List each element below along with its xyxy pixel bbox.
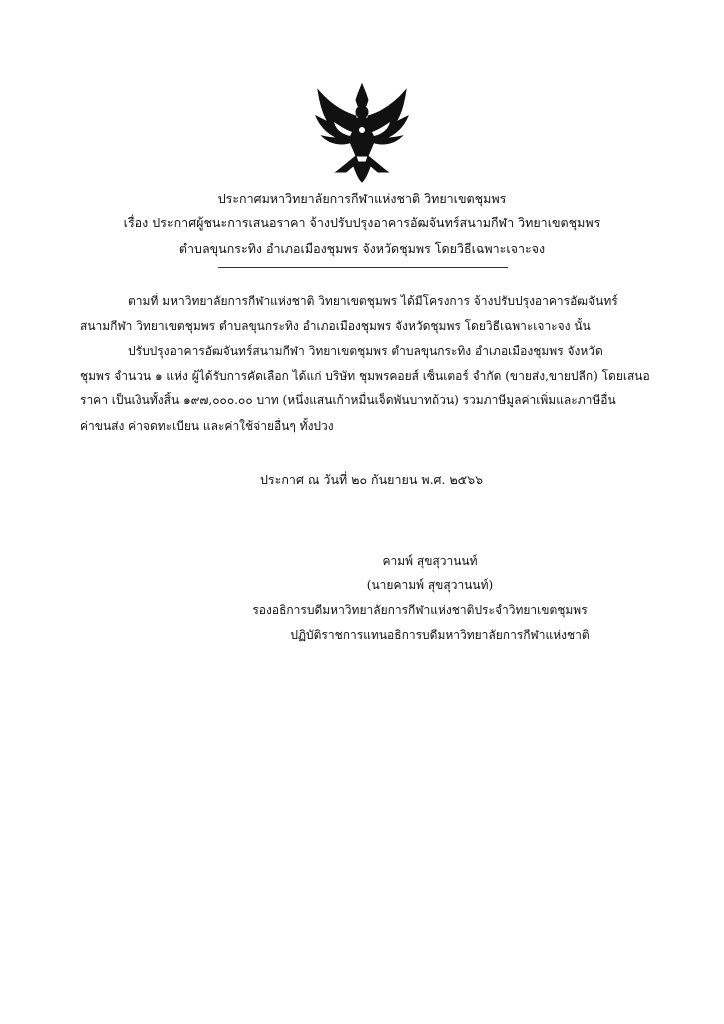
paragraph-2-line-4: ค่าขนส่ง ค่าจดทะเบียน และค่าใช้จ่ายอื่นๆ ทั้งปวง [80, 419, 334, 433]
paragraph-1-line-1: ตามที่ มหาวิทยาลัยการกีฬาแห่งชาติ วิทยาเขตชุมพร ได้มีโครงการ จ้างปรับปรุงอาคารอัฒจันทร์ [128, 294, 618, 308]
paragraph-2-line-2: ชุมพร จำนวน ๑ แห่ง ผู้ได้รับการคัดเลือก ได้แก่ บริษัท ชุมพรคอยส์ เซ็นเตอร์ จำกัด (ขายส่ง,ขายปลีก) โดยเสนอ [80, 369, 650, 383]
signature-name: คามพ์ สุขสุวานนท์ [382, 554, 478, 568]
signature-full-name: (นายคามพ์ สุขสุวานนท์) [366, 578, 494, 592]
announcement-title: ประกาศมหาวิทยาลัยการกีฬาแห่งชาติ วิทยาเขตชุมพร [217, 191, 507, 206]
paragraph-2-line-1: ปรับปรุงอาคารอัฒจันทร์สนามกีฬา วิทยาเขตชุมพร ตำบลขุนกระทิง อำเภอเมืองชุมพร จังหวัด [128, 344, 603, 358]
signature-acting-position: ปฏิบัติราชการแทนอธิการบดีมหาวิทยาลัยการกีฬาแห่งชาติ [290, 628, 590, 642]
announcement-location: ตำบลขุนกระทิง อำเภอเมืองชุมพร จังหวัดชุมพร โดยวิธีเฉพาะเจาะจง [178, 241, 546, 256]
paragraph-2-line-3: ราคา เป็นเงินทั้งสิ้น ๑๙๗,๐๐๐.๐๐ บาท (หนึ่งแสนเก้าหมื่นเจ็ดพันบาทถ้วน) รวมภาษีมูลค่าเพิ่มและภาษีอื่น [80, 393, 616, 407]
header-divider [218, 267, 508, 268]
announcement-subject: เรื่อง ประกาศผู้ชนะการเสนอราคา จ้างปรับปรุงอาคารอัฒจันทร์สนามกีฬา วิทยาเขตชุมพร [123, 215, 601, 230]
garuda-emblem-icon [312, 82, 412, 184]
announcement-date: ประกาศ ณ วันที่ ๒๐ กันยายน พ.ศ. ๒๕๖๖ [260, 472, 484, 487]
signature-position: รองอธิการบดีมหาวิทยาลัยการกีฬาแห่งชาติประจำวิทยาเขตชุมพร [252, 603, 588, 617]
paragraph-1-line-2: สนามกีฬา วิทยาเขตชุมพร ตำบลขุนกระทิง อำเภอเมืองชุมพร จังหวัดชุมพร โดยวิธีเฉพาะเจาะจง นั้น [80, 319, 591, 333]
